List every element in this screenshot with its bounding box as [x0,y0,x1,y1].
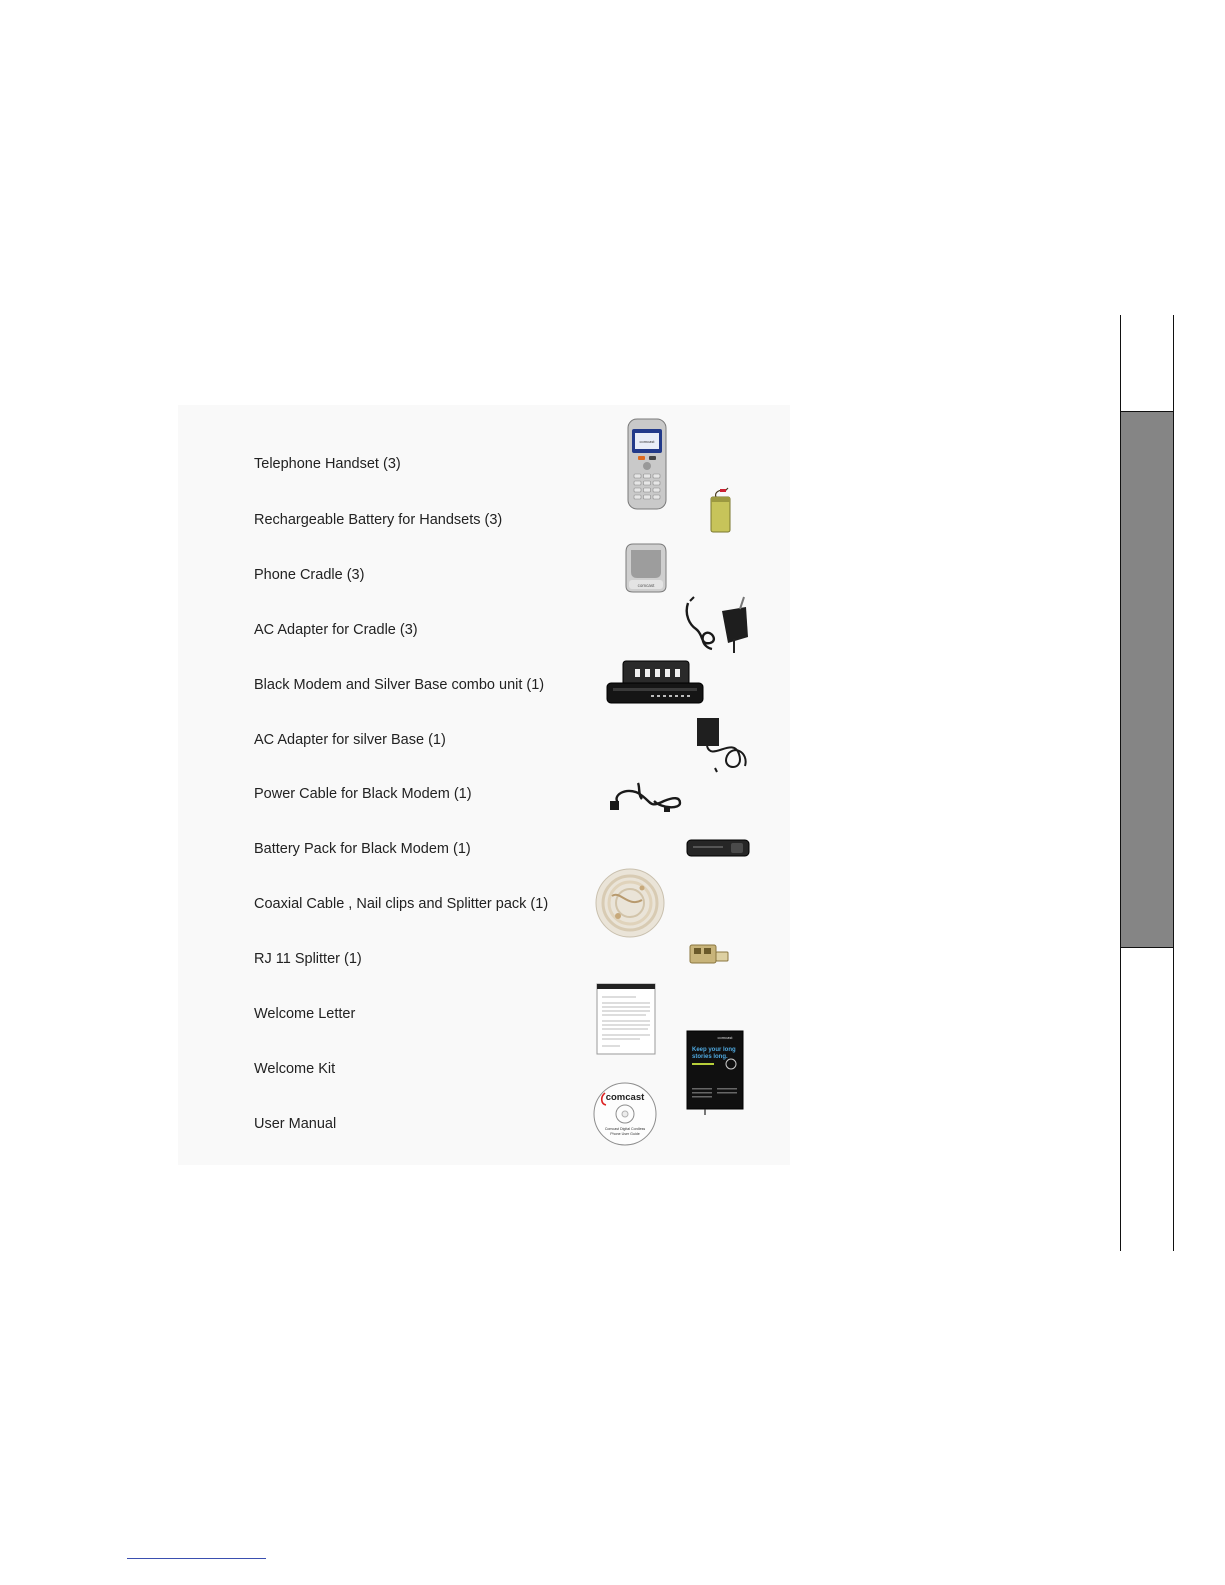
user-manual-cd-icon [592,1081,658,1147]
item-label-modem-base-combo: Black Modem and Silver Base combo unit (1) [254,677,545,693]
cradle-ac-adapter-icon [682,595,750,657]
phone-cradle-icon [621,542,671,594]
side-tab-active-section [1120,411,1174,948]
handset-battery-icon [708,487,734,535]
coaxial-cable-pack-icon [594,866,666,940]
cd-brand-text: comcast [605,1092,645,1103]
cradle-brand-text: comcast [637,583,655,588]
kit-brand-text: comcast [717,1035,733,1040]
telephone-handset-icon [626,418,668,510]
item-label-welcome-kit: Welcome Kit [254,1061,336,1077]
rj11-splitter-icon [688,940,730,966]
side-tab-lower [1120,948,1174,1251]
cd-caption-line1: Comcast Digital Cordless [604,1127,646,1131]
item-label-rj11-splitter: RJ 11 Splitter (1) [254,951,362,967]
item-label-handset-battery: Rechargeable Battery for Handsets (3) [254,512,503,528]
side-tab-upper [1120,315,1174,411]
kit-headline-line1: Keep your long [692,1047,736,1053]
cd-caption-line2: Phone User Guide [610,1132,640,1136]
item-label-coaxial-cable-pack: Coaxial Cable , Nail clips and Splitter pack (1) [254,896,549,912]
base-ac-adapter-icon [693,716,753,774]
item-label-welcome-letter: Welcome Letter [254,1006,356,1022]
footnote-separator [127,1558,266,1559]
item-label-cradle-ac-adapter: AC Adapter for Cradle (3) [254,622,418,638]
item-label-base-ac-adapter: AC Adapter for silver Base (1) [254,732,446,748]
item-label-modem-power-cable: Power Cable for Black Modem (1) [254,786,472,802]
modem-base-unit-icon [605,657,705,707]
welcome-kit-icon [685,1030,745,1116]
modem-power-cable-icon [608,777,684,815]
kit-headline-line2: stories long. [692,1054,728,1060]
item-label-modem-battery-pack: Battery Pack for Black Modem (1) [254,841,471,857]
welcome-letter-icon [596,983,656,1055]
modem-battery-pack-icon [685,837,751,859]
item-label-user-manual: User Manual [254,1116,337,1132]
item-label-phone-cradle: Phone Cradle (3) [254,567,365,583]
handset-brand-text: comcast [639,439,655,444]
item-label-telephone-handset: Telephone Handset (3) [254,456,401,472]
